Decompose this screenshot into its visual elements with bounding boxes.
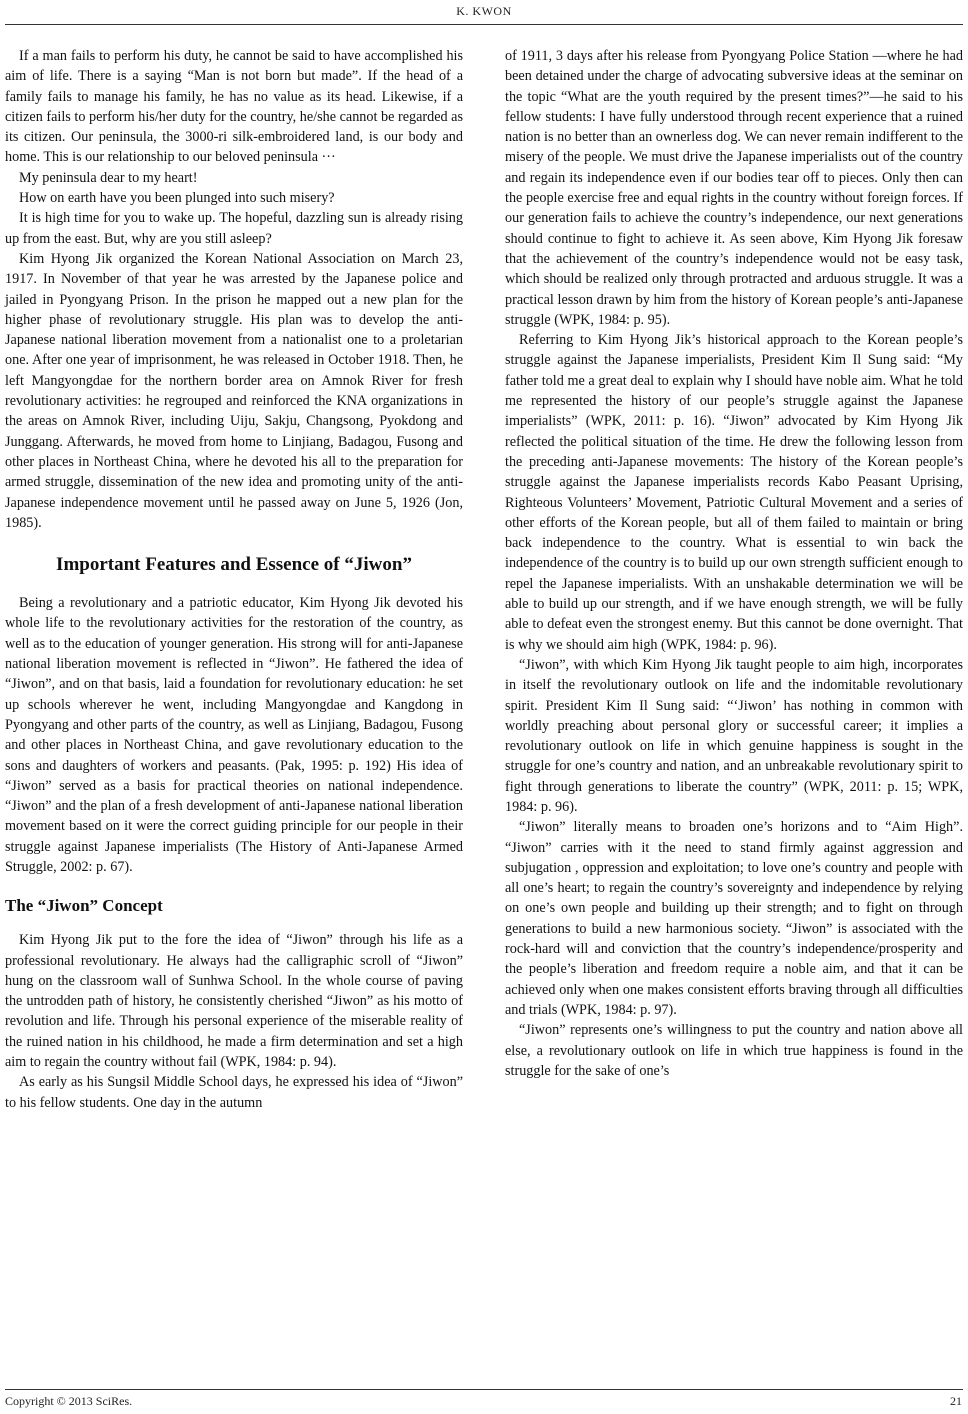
paragraph: As early as his Sungsil Middle School days, he expressed his idea of “Jiwon” to his fellow students. One day in the autumn bbox=[5, 1074, 463, 1111]
copyright-notice: Copyright © 2013 SciRes. bbox=[5, 1394, 133, 1408]
header-rule bbox=[5, 24, 963, 25]
paragraph: Referring to Kim Hyong Jik’s historical approach to the Korean people’s struggle against the Japanese imperialists, President Kim Il Sung said: “My father told me a great deal to explain why I should have noble aim. What he told me represented the history of our people’s struggle against the Japanese imperialists” (WPK, 2011: p. 16). “Jiwon” advocated by Kim Hyong Jik reflected the political situation of the time. He drew the following lesson from the preceding anti-Japanese movements: The history of the Korean people’s struggle against the Japanese imperialists records Kabo Peasant Uprising, Righteous Volunteers’ Movement, Patriotic Cultural Movement and a series of other efforts of the Korean people, but all of them failed to maintain or bring back independence to the country. What is essential to win back the independence of the country is to build up our own strength sufficient enough to repel the Japanese imperialists. With an unshakable determination we will be able to build up our strength, and if we have enough strength, we will be fully able to defeat even the strongest enemy. But this cannot be done overnight. That is why we should aim high (WPK, 1984: p. 96). bbox=[505, 332, 963, 653]
paragraph: “Jiwon”, with which Kim Hyong Jik taught people to aim high, incorporates in itself the revolutionary outlook on life and the indomitable revolutionary spirit. President Kim Il Sung said: “‘Jiwon’ has nothing in common with worldly preaching about personal glory or successful career; it implies a revolutionary outlook on life in which genuine happiness is sought in the struggle for one’s country and nation, and an unbreakable revolutionary spirit to fight through generations to liberate the country” (WPK, 2011: p. 15; WPK, 1984: p. 96). bbox=[505, 656, 963, 815]
running-head: K. KWON bbox=[456, 4, 512, 18]
paragraph: It is high time for you to wake up. The hopeful, dazzling sun is already rising up from the east. But, why are you still asleep? bbox=[5, 210, 463, 247]
section-heading: Important Features and Essence of “Jiwon” bbox=[56, 554, 412, 576]
paragraph: “Jiwon” represents one’s willingness to put the country and nation above all else, a revolutionary outlook on life in which true happiness is found in the struggle for the sake of one’s bbox=[505, 1022, 963, 1079]
paragraph: “Jiwon” literally means to broaden one’s horizons and to “Aim High”. “Jiwon” carries with it the need to stand firmly against aggression and subjugation , oppression and exploitation; to love one’s country and people with all one’s heart; to regain the country’s sovereignty and independence by relying on one’s own people and building up their strength; and to fight on through generations to build a new harmonious society. “Jiwon” is associated with the rock-hard will and conviction that the country’s independence/prosperity and the people’s liberation and freedom require a noble aim, and that it can be achieved only when one makes consistent efforts braving through all difficulties and trials (WPK, 1984: p. 97). bbox=[505, 819, 963, 1018]
paragraph: of 1911, 3 days after his release from Pyongyang Police Station —where he had been detained under the charge of advocating subversive ideas at the seminar on the topic “What are the youth required by the present times?”—he said to his fellow students: I have fully understood through recent experience that a ruined nation is no better than an ownerless dog. We can never remain indifferent to the misery of the people. We must drive the Japanese imperialists out of the country and regain its independence even if our bodies tear off to pieces. Only then can the people exercise free and equal rights in the country without foreign forces. If our generation fails to achieve the country’s independence, our next generations should continue to fight to achieve it. As seen above, Kim Hyong Jik foresaw that the achievement of the country’s independence would not be easy task, which should be realized only through protracted and arduous struggle. It was a practical lesson drawn by him from the history of Korean people’s anti-Japanese struggle (WPK, 1984: p. 95). bbox=[505, 48, 963, 328]
paragraph: Kim Hyong Jik organized the Korean National Association on March 23, 1917. In November of that year he was arrested by the Japanese police and jailed in Pyongyang Prison. In the prison he mapped out a new plan for the higher phase of revolutionary struggle. His plan was to develop the anti-Japanese national liberation movement from a nationalist one to a proletarian one. After one year of imprisonment, he was released in October 1918. Then, he left Mangyongdae for the northern border area on Amnok River for fresh revolutionary activities: he regrouped and reinforced the KNA organizations in the areas on Amnok River, including Uiju, Sakju, Changsong, Pyokdong and Junggang. Afterwards, he moved from home to Linjiang, Badagou, Fusong and other places in Northeast China, where he devoted his all to the preparation for armed struggle, dissemination of the new idea and promoting unity of the anti-Japanese independence movement until he passed away on June 5, 1926 (Jon, 1985). bbox=[5, 250, 463, 531]
paragraph: Being a revolutionary and a patriotic educator, Kim Hyong Jik devoted his whole life to the revolutionary activities for the restoration of the country, as well as to the education of younger generation. His strong will for anti-Japanese national liberation movement is reflected in “Jiwon”. He fathered the idea of “Jiwon”, and on that basis, laid a foundation for revolutionary education: he set up schools wherever he went, including Mangyongdae and Kangdong in Pyongyang and other parts of the country, as well as Linjiang, Badagou, Fusong and other places in Northeast China, and gave revolutionary education to the sons and daughters of workers and peasants. (Pak, 1995: p. 192) His idea of “Jiwon” served as a basis for practical theories on national independence. “Jiwon” and the plan of a fresh development of anti-Japanese national liberation movement based on it were the correct guiding principle for our people in their struggle against Japanese imperialists (The History of Anti-Japanese Armed Struggle, 2002: p. 67). bbox=[5, 595, 463, 875]
right-column bbox=[505, 46, 963, 1081]
subsection-heading: The “Jiwon” Concept bbox=[5, 896, 163, 916]
paragraph: If a man fails to perform his duty, he cannot be said to have accomplished his aim of life. There is a saying “Man is not born but made”. If the head of a family fails to manage his family, he has no value as its head. Likewise, if a citizen fails to perform his/her duty for the country, he/she cannot be regarded as its citizen. Our peninsula, the 3000-ri silk-embroidered land, is our body and home. This is our relationship to our beloved peninsula ··· bbox=[5, 48, 463, 166]
paragraph: How on earth have you been plunged into such misery? bbox=[19, 190, 335, 207]
footer-rule bbox=[5, 1389, 963, 1390]
paragraph: My peninsula dear to my heart! bbox=[19, 169, 198, 186]
paragraph: Kim Hyong Jik put to the fore the idea of “Jiwon” through his life as a professional revolutionary. He always had the calligraphic scroll of “Jiwon” hung on the classroom wall of Sunhwa School. In the whole course of paving the untrodden path of history, he consistently cherished “Jiwon” as his motto of revolution and life. Through his personal experience of the miserable reality of the ruined nation in his childhood, he made a firm determination and set a high aim to regain the country without fail (WPK, 1984: p. 94). bbox=[5, 932, 463, 1071]
left-column bbox=[5, 46, 463, 1113]
page-number: 21 bbox=[950, 1394, 962, 1408]
